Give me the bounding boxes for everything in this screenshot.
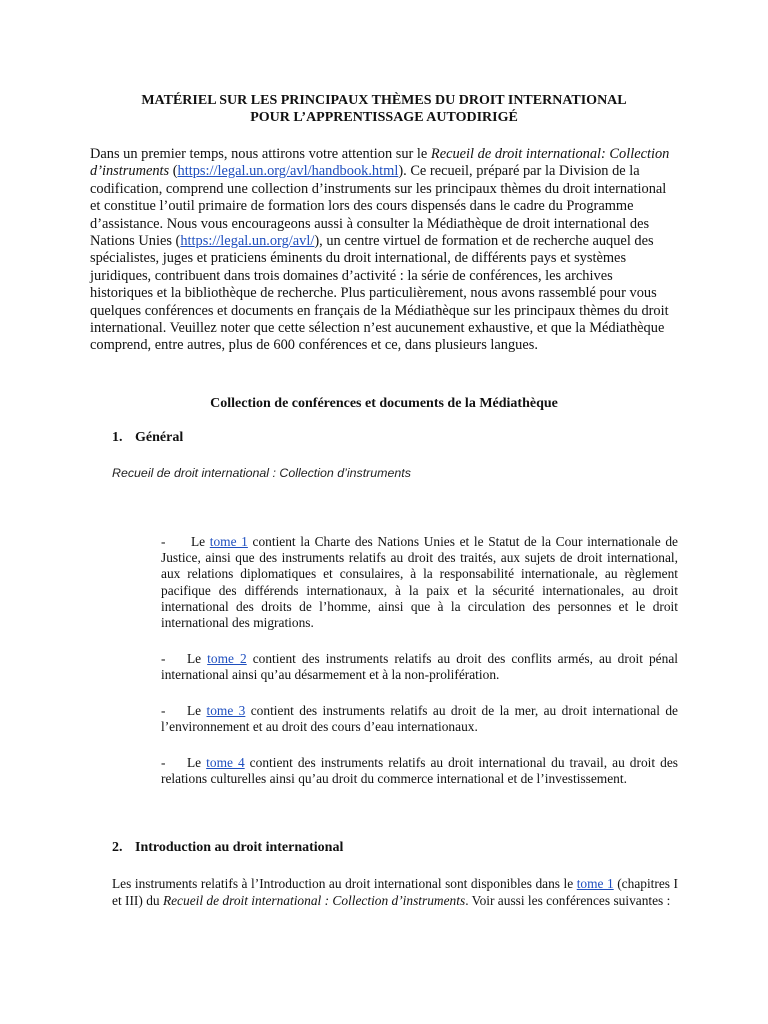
section-2-heading xyxy=(112,840,343,856)
tome-3-item xyxy=(161,703,678,735)
tome-4-dash: - xyxy=(161,755,166,770)
section-2-text-1: Les instruments relatifs à l’Introduction au droit international sont disponibles dans le xyxy=(112,876,577,891)
tome-3-text: contient des instruments relatifs au droit de la mer, au droit international de l’environnement et au droit des cours d’eau internationaux. xyxy=(161,703,678,735)
tome-2-link[interactable]: tome 2 xyxy=(207,651,247,666)
document-title xyxy=(0,92,768,126)
section-2-text-2: (chapitres I et III) du xyxy=(112,876,678,908)
avl-link[interactable]: https://legal.un.org/avl/ xyxy=(180,233,315,250)
recueil-title-italic: Recueil de droit international: Collection d’instruments xyxy=(90,146,670,180)
section-1-heading xyxy=(112,430,183,446)
tome-2-le: Le xyxy=(187,651,208,666)
tome-2-dash: - xyxy=(161,651,166,666)
tome-3-link[interactable]: tome 3 xyxy=(206,703,246,718)
section-2-tome-1-link[interactable]: tome 1 xyxy=(576,876,614,891)
tome-4-le: Le xyxy=(187,755,207,770)
intro-paragraph xyxy=(90,146,678,355)
section-1-title: Général xyxy=(135,430,184,445)
section-1-number: 1. xyxy=(112,430,123,445)
tome-4-link[interactable]: tome 4 xyxy=(206,755,245,770)
title-line-1: MATÉRIEL SUR LES PRINCIPAUX THÈMES DU DROIT INTERNATIONAL xyxy=(141,93,627,108)
section-1-subtitle: Recueil de droit international : Collection d’instruments xyxy=(112,466,411,480)
tome-2-text: contient des instruments relatifs au droit des conflits armés, au droit pénal international ainsi qu’au désarmement et à la non-prolifération. xyxy=(161,651,678,683)
tome-4-item xyxy=(161,755,678,787)
section-2-paragraph xyxy=(112,875,678,909)
section-2-text-3: . Voir aussi les conférences suivantes : xyxy=(465,893,671,908)
tome-1-le: Le xyxy=(191,534,210,549)
intro-text-1: Dans un premier temps, nous attirons votre attention sur le xyxy=(90,146,431,162)
section-2-number: 2. xyxy=(112,840,123,855)
title-line-2: POUR L’APPRENTISSAGE AUTODIRIGÉ xyxy=(250,110,518,125)
section-2-italic-title: Recueil de droit international : Collection d’instruments xyxy=(162,893,466,908)
tome-4-text: contient des instruments relatifs au droit international du travail, au droit des relations culturelles ainsi qu’au droit du commerce international et de l’investissement. xyxy=(161,755,678,787)
intro-text-4: ), un centre virtuel de formation et de recherche auquel des spécialistes, juges et praticiens éminents du droit international, de différents pays et systèmes juridiques, contribuent dans trois domaines d’activité : la série de conférences, les archives historiques et la bibliothèque de recherche. Plus particulièrement, nous avons rassemblé pour vous quelques conférences et documents en français de la Médiathèque sur les principaux thèmes du droit international. Veuillez noter que cette sélection n’est aucunement exhaustive, et que la Médiathèque comprend, entre autres, plus de 600 conférences et ce, dans plusieurs langues. xyxy=(90,233,669,354)
tome-1-link[interactable]: tome 1 xyxy=(209,534,248,549)
tome-2-item xyxy=(161,651,678,683)
tome-1-text: contient la Charte des Nations Unies et le Statut de la Cour internationale de Justice, ainsi que des instruments relatifs au droit des traités, aux sujets de droit international, aux relations diplomatiques et consulaires, à la responsabilité internationale, au règlement pacifique des différends internationaux, à la paix et la sécurité internationales, au droit international des droits de l’homme, ainsi que à la circulation des personnes et le droit international des migrations. xyxy=(161,534,678,631)
tome-1-item xyxy=(161,534,678,631)
handbook-link[interactable]: https://legal.un.org/avl/handbook.html xyxy=(177,163,399,180)
section-2-title: Introduction au droit international xyxy=(135,840,344,855)
collection-heading: Collection de conférences et documents de la Médiathèque xyxy=(210,396,558,411)
tome-3-dash: - xyxy=(161,703,166,718)
intro-text-2: ( xyxy=(169,163,178,180)
tome-1-dash: - xyxy=(161,534,166,549)
tome-3-le: Le xyxy=(187,703,207,718)
intro-text-3: ). Ce recueil, préparé par la Division de la codification, comprend une collection d’instruments sur les principaux thèmes du droit international et constitue l’outil primaire de formation lors des cours dispensés dans le cadre du Programme d’assistance. Nous vous encourageons aussi à consulter la Médiathèque de droit international des Nations Unies ( xyxy=(90,163,667,250)
